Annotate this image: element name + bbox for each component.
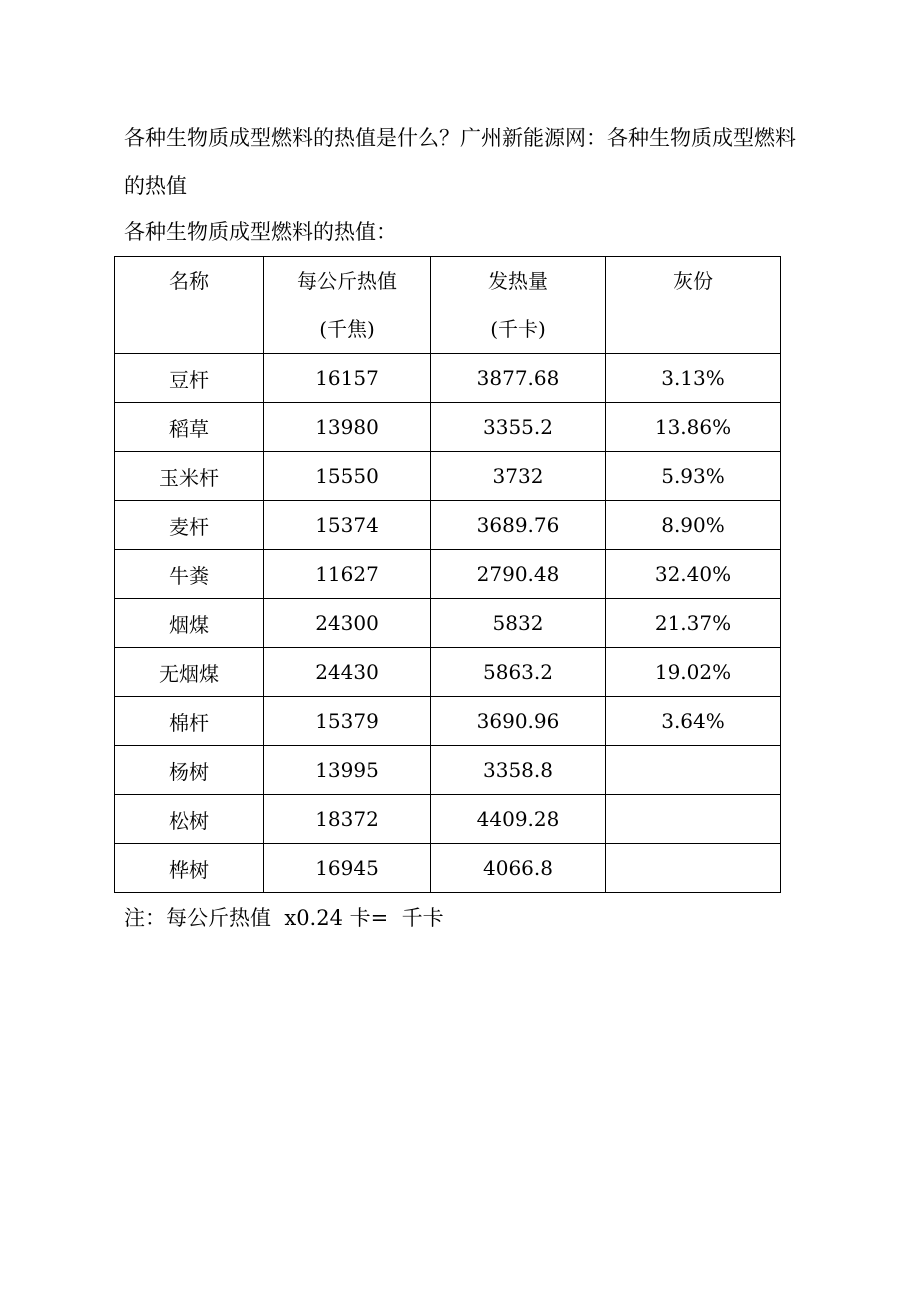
cell-ash: 3.64% bbox=[606, 697, 781, 746]
table-row bbox=[115, 648, 781, 697]
header-name-label: 名称 bbox=[169, 269, 209, 293]
header-heat-kcal-label: 发热量 bbox=[488, 269, 548, 293]
cell-name: 棉杆 bbox=[115, 697, 264, 746]
cell-heat-kcal: 3358.8 bbox=[431, 746, 606, 795]
cell-name: 松树 bbox=[115, 795, 264, 844]
cell-heat-kj: 15374 bbox=[264, 501, 431, 550]
cell-ash: 13.86% bbox=[606, 403, 781, 452]
cell-ash: 21.37% bbox=[606, 599, 781, 648]
header-heat-kj bbox=[264, 257, 431, 354]
cell-heat-kj: 13980 bbox=[264, 403, 431, 452]
cell-ash: 32.40% bbox=[606, 550, 781, 599]
cell-heat-kj: 16157 bbox=[264, 354, 431, 403]
cell-heat-kcal: 3690.96 bbox=[431, 697, 606, 746]
cell-ash: 3.13% bbox=[606, 354, 781, 403]
cell-heat-kj: 15379 bbox=[264, 697, 431, 746]
cell-heat-kj: 11627 bbox=[264, 550, 431, 599]
cell-heat-kj: 18372 bbox=[264, 795, 431, 844]
cell-name: 烟煤 bbox=[115, 599, 264, 648]
cell-heat-kj: 15550 bbox=[264, 452, 431, 501]
table-row bbox=[115, 550, 781, 599]
table-note: 注：每公斤热值 x0.24 卡= 千卡 bbox=[124, 906, 444, 930]
cell-heat-kcal: 3689.76 bbox=[431, 501, 606, 550]
header-ash bbox=[606, 257, 781, 354]
table-row bbox=[115, 599, 781, 648]
cell-name: 稻草 bbox=[115, 403, 264, 452]
cell-name: 杨树 bbox=[115, 746, 264, 795]
table-row bbox=[115, 501, 781, 550]
cell-name: 桦树 bbox=[115, 844, 264, 893]
table-row bbox=[115, 354, 781, 403]
cell-heat-kj: 24300 bbox=[264, 599, 431, 648]
header-ash-label: 灰份 bbox=[673, 269, 713, 293]
cell-heat-kcal: 5863.2 bbox=[431, 648, 606, 697]
header-heat-kj-unit: (千焦) bbox=[319, 317, 375, 341]
cell-name: 无烟煤 bbox=[115, 648, 264, 697]
cell-name: 牛粪 bbox=[115, 550, 264, 599]
cell-ash bbox=[606, 844, 781, 893]
header-heat-kj-label: 每公斤热值 bbox=[297, 269, 397, 293]
table-intro: 各种生物质成型燃料的热值： bbox=[124, 220, 397, 244]
table-row bbox=[115, 452, 781, 501]
cell-heat-kcal: 2790.48 bbox=[431, 550, 606, 599]
table-header-row bbox=[115, 257, 781, 354]
cell-heat-kcal: 3877.68 bbox=[431, 354, 606, 403]
table-row bbox=[115, 746, 781, 795]
cell-ash: 19.02% bbox=[606, 648, 781, 697]
cell-heat-kcal: 3732 bbox=[431, 452, 606, 501]
table-row bbox=[115, 697, 781, 746]
cell-name: 麦杆 bbox=[115, 501, 264, 550]
table-row bbox=[115, 403, 781, 452]
table-row bbox=[115, 844, 781, 893]
cell-heat-kcal: 3355.2 bbox=[431, 403, 606, 452]
header-name bbox=[115, 257, 264, 354]
cell-heat-kcal: 4066.8 bbox=[431, 844, 606, 893]
cell-heat-kcal: 4409.28 bbox=[431, 795, 606, 844]
cell-heat-kj: 24430 bbox=[264, 648, 431, 697]
table-row bbox=[115, 795, 781, 844]
cell-ash: 8.90% bbox=[606, 501, 781, 550]
cell-ash bbox=[606, 795, 781, 844]
fuel-heat-table bbox=[114, 256, 781, 893]
cell-heat-kcal: 5832 bbox=[431, 599, 606, 648]
document-heading: 各种生物质成型燃料的热值是什么？广州新能源网：各种生物质成型燃料的热值 bbox=[124, 126, 796, 198]
cell-name: 玉米杆 bbox=[115, 452, 264, 501]
header-heat-kcal bbox=[431, 257, 606, 354]
cell-heat-kj: 13995 bbox=[264, 746, 431, 795]
cell-ash: 5.93% bbox=[606, 452, 781, 501]
header-heat-kcal-unit: (千卡) bbox=[490, 317, 546, 341]
cell-ash bbox=[606, 746, 781, 795]
cell-name: 豆杆 bbox=[115, 354, 264, 403]
cell-heat-kj: 16945 bbox=[264, 844, 431, 893]
